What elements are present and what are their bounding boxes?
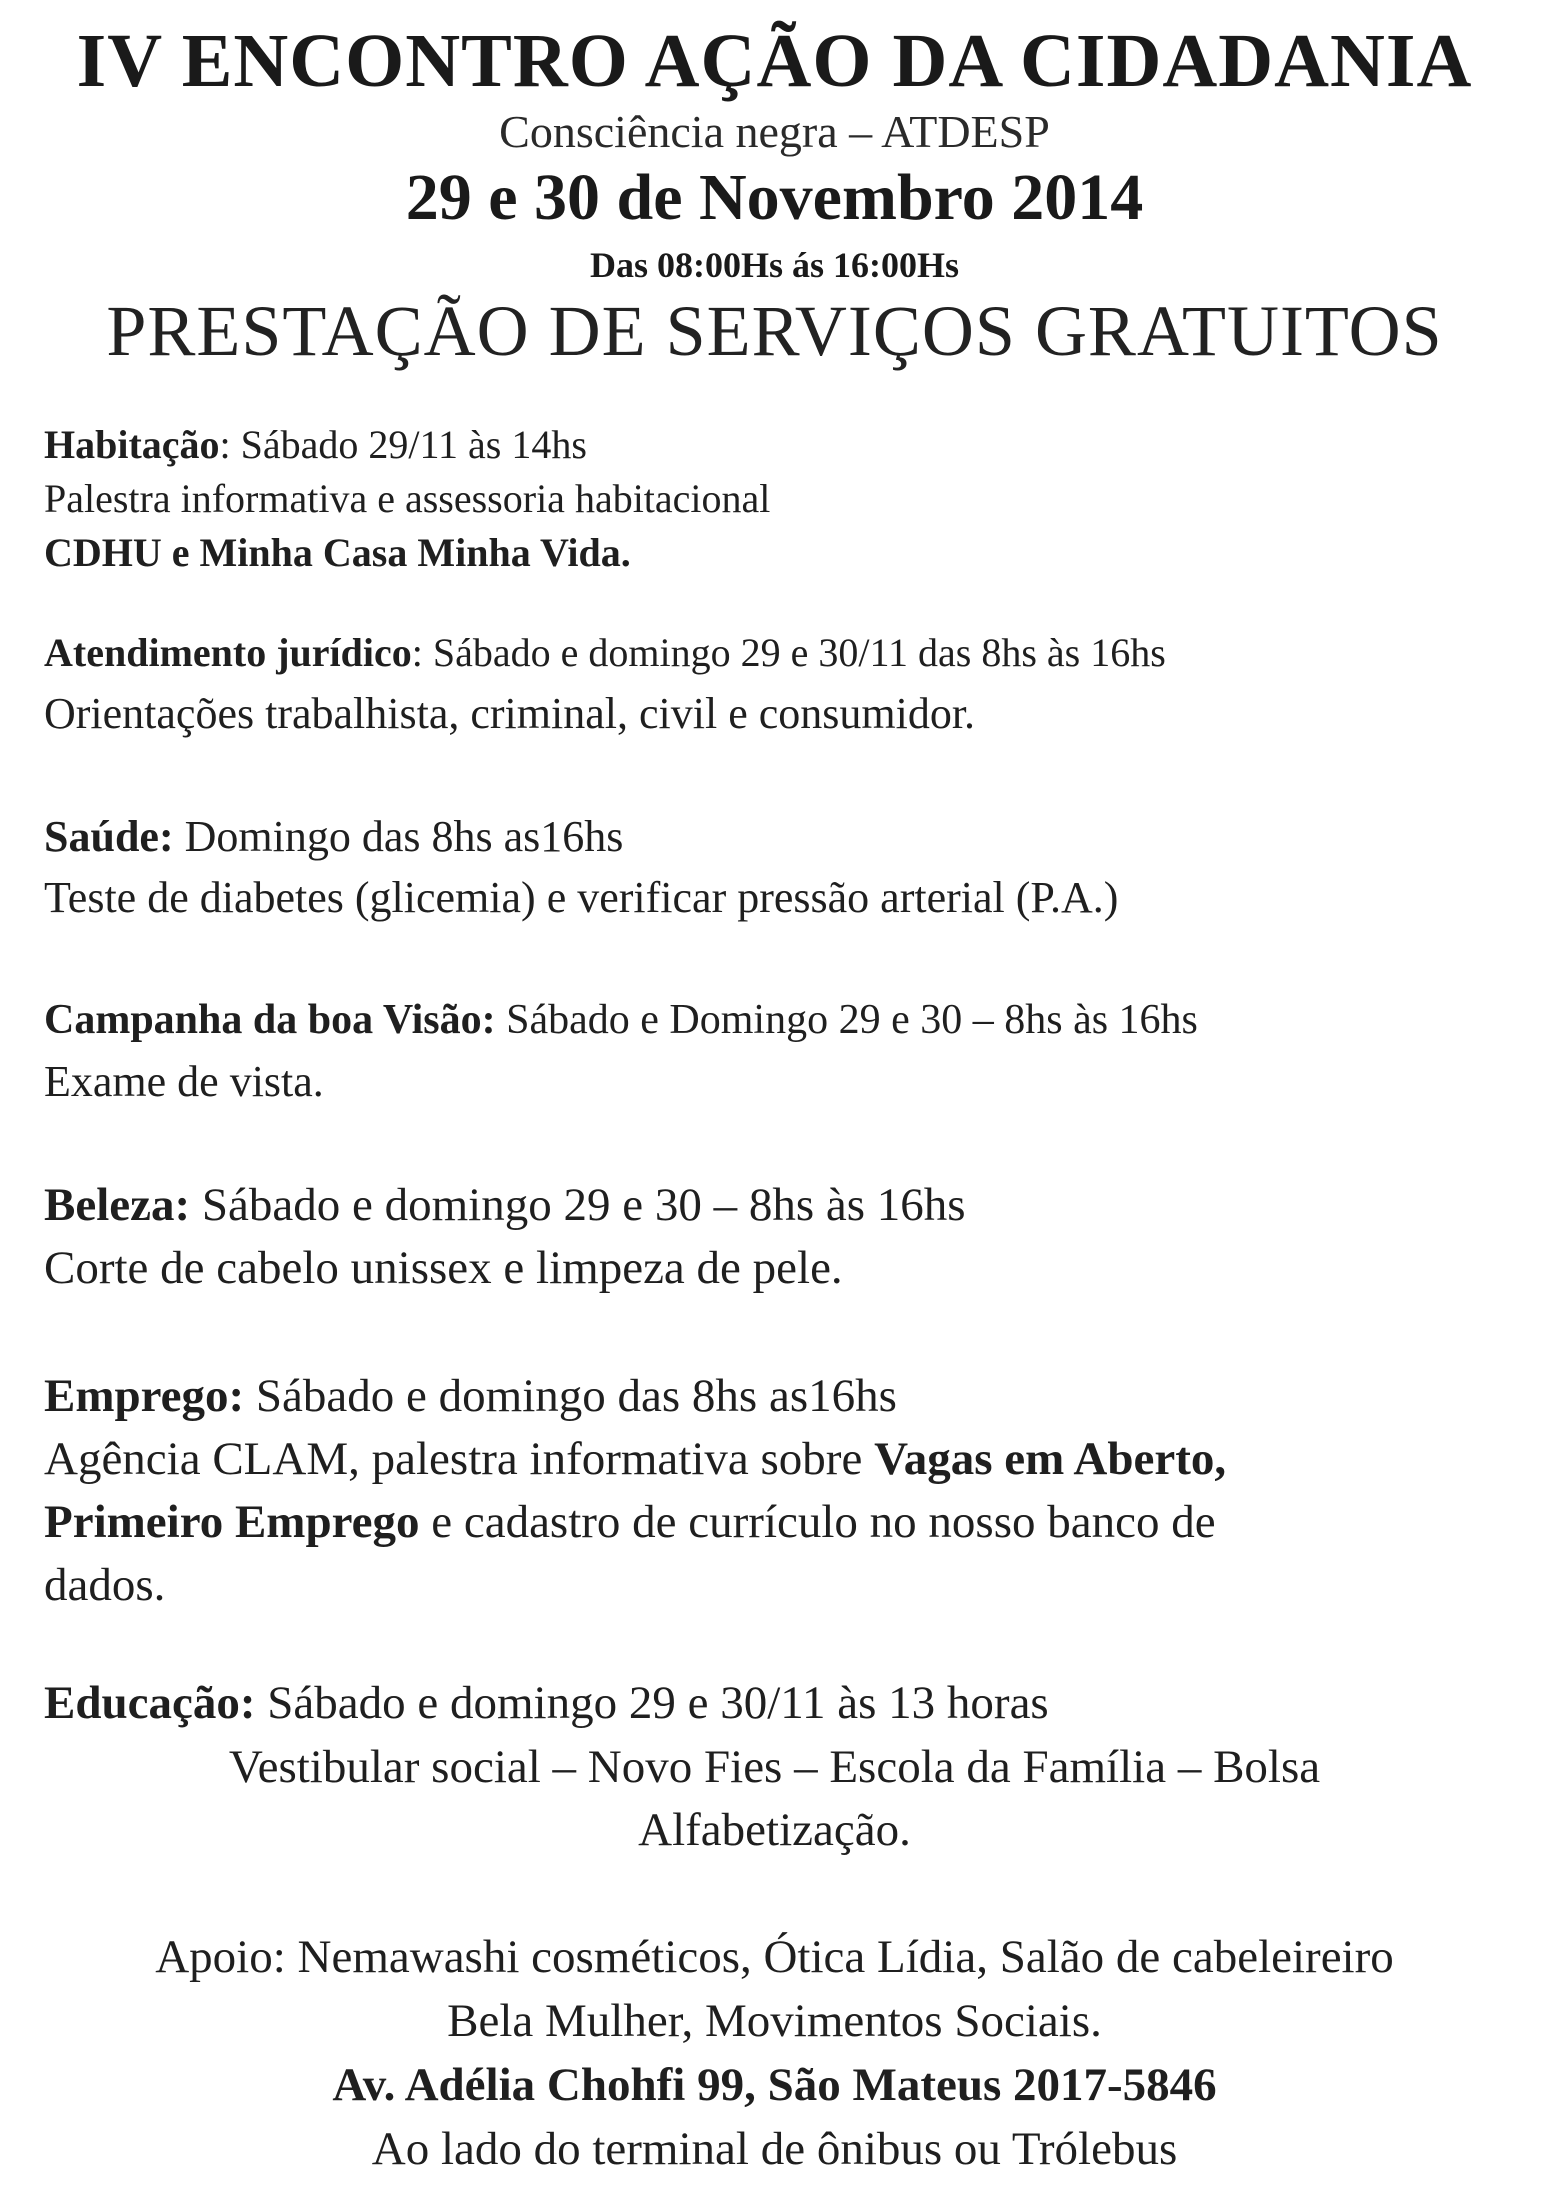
- address: Av. Adélia Chohfi 99, São Mateus 2017-5846: [332, 2059, 1217, 2111]
- emprego-label: Emprego:: [44, 1370, 245, 1422]
- emprego-primeiro: Primeiro Emprego: [44, 1496, 420, 1548]
- section-visao: [44, 990, 1484, 1112]
- emprego-line3: [44, 1491, 1484, 1554]
- saude-label: Saúde:: [44, 812, 174, 861]
- beleza-header: [44, 1174, 1484, 1237]
- support-line-1: Apoio: Nemawashi cosméticos, Ótica Lídia, Salão de cabeleireiro: [155, 1931, 1394, 1983]
- section-beleza: [44, 1174, 1484, 1300]
- habitacao-description: Palestra informativa e assessoria habitacional: [44, 476, 771, 521]
- section-emprego: [44, 1365, 1484, 1617]
- habitacao-programs: CDHU e Minha Casa Minha Vida.: [44, 530, 631, 575]
- footer: [0, 1925, 1549, 2181]
- section-habitacao: [44, 418, 1484, 580]
- section-educacao: [44, 1672, 1484, 1735]
- event-hours: Das 08:00Hs ás 16:00Hs: [589, 245, 960, 285]
- emprego-line4: dados.: [44, 1559, 166, 1611]
- visao-description: Exame de vista.: [44, 1057, 324, 1106]
- emprego-header: [44, 1365, 1484, 1428]
- services-heading: PRESTAÇÃO DE SERVIÇOS GRATUITOS: [106, 291, 1443, 371]
- emprego-vagas: Vagas em Aberto,: [874, 1433, 1227, 1485]
- beleza-schedule: Sábado e domingo 29 e 30 – 8hs às 16hs: [190, 1179, 966, 1231]
- visao-schedule: Sábado e Domingo 29 e 30 – 8hs às 16hs: [495, 997, 1198, 1043]
- emprego-line2-text: Agência CLAM, palestra informativa sobre: [44, 1433, 875, 1485]
- juridico-label: Atendimento jurídico: [44, 630, 412, 675]
- habitacao-schedule: : Sábado 29/11 às 14hs: [219, 422, 587, 467]
- juridico-schedule: : Sábado e domingo 29 e 30/11 das 8hs às 16hs: [411, 630, 1166, 675]
- educacao-schedule: Sábado e domingo 29 e 30/11 às 13 horas: [255, 1677, 1049, 1729]
- visao-header: [44, 990, 1484, 1051]
- habitacao-header: [44, 418, 1484, 472]
- section-juridico: [44, 622, 1484, 744]
- beleza-label: Beleza:: [44, 1179, 191, 1231]
- event-subtitle: Consciência negra – ATDESP: [499, 106, 1050, 157]
- visao-label: Campanha da boa Visão:: [44, 997, 496, 1043]
- educacao-header: [44, 1672, 1484, 1735]
- educacao-programs: Vestibular social – Novo Fies – Escola da Família – Bolsa: [228, 1741, 1321, 1793]
- event-dates: 29 e 30 de Novembro 2014: [405, 161, 1144, 234]
- beleza-description: Corte de cabelo unissex e limpeza de pele.: [44, 1242, 843, 1294]
- emprego-schedule: Sábado e domingo das 8hs as16hs: [244, 1370, 897, 1422]
- educacao-label: Educação:: [44, 1677, 256, 1729]
- juridico-header: [44, 622, 1484, 683]
- location-note: Ao lado do terminal de ônibus ou Trólebus: [371, 2123, 1178, 2175]
- saude-description: Teste de diabetes (glicemia) e verificar pressão arterial (P.A.): [44, 873, 1119, 922]
- juridico-description: Orientações trabalhista, criminal, civil e consumidor.: [44, 689, 976, 738]
- emprego-description: [44, 1428, 1484, 1491]
- saude-schedule: Domingo das 8hs as16hs: [173, 812, 624, 861]
- educacao-details: [0, 1736, 1549, 1862]
- educacao-programs-cont: Alfabetização.: [638, 1804, 911, 1856]
- support-line-2: Bela Mulher, Movimentos Sociais.: [447, 1995, 1102, 2047]
- saude-header: [44, 806, 1484, 867]
- event-title: IV ENCONTRO AÇÃO DA CIDADANIA: [76, 19, 1473, 103]
- habitacao-label: Habitação: [44, 422, 220, 467]
- emprego-line3-text: e cadastro de currículo no nosso banco de: [419, 1496, 1216, 1548]
- section-saude: [44, 806, 1484, 928]
